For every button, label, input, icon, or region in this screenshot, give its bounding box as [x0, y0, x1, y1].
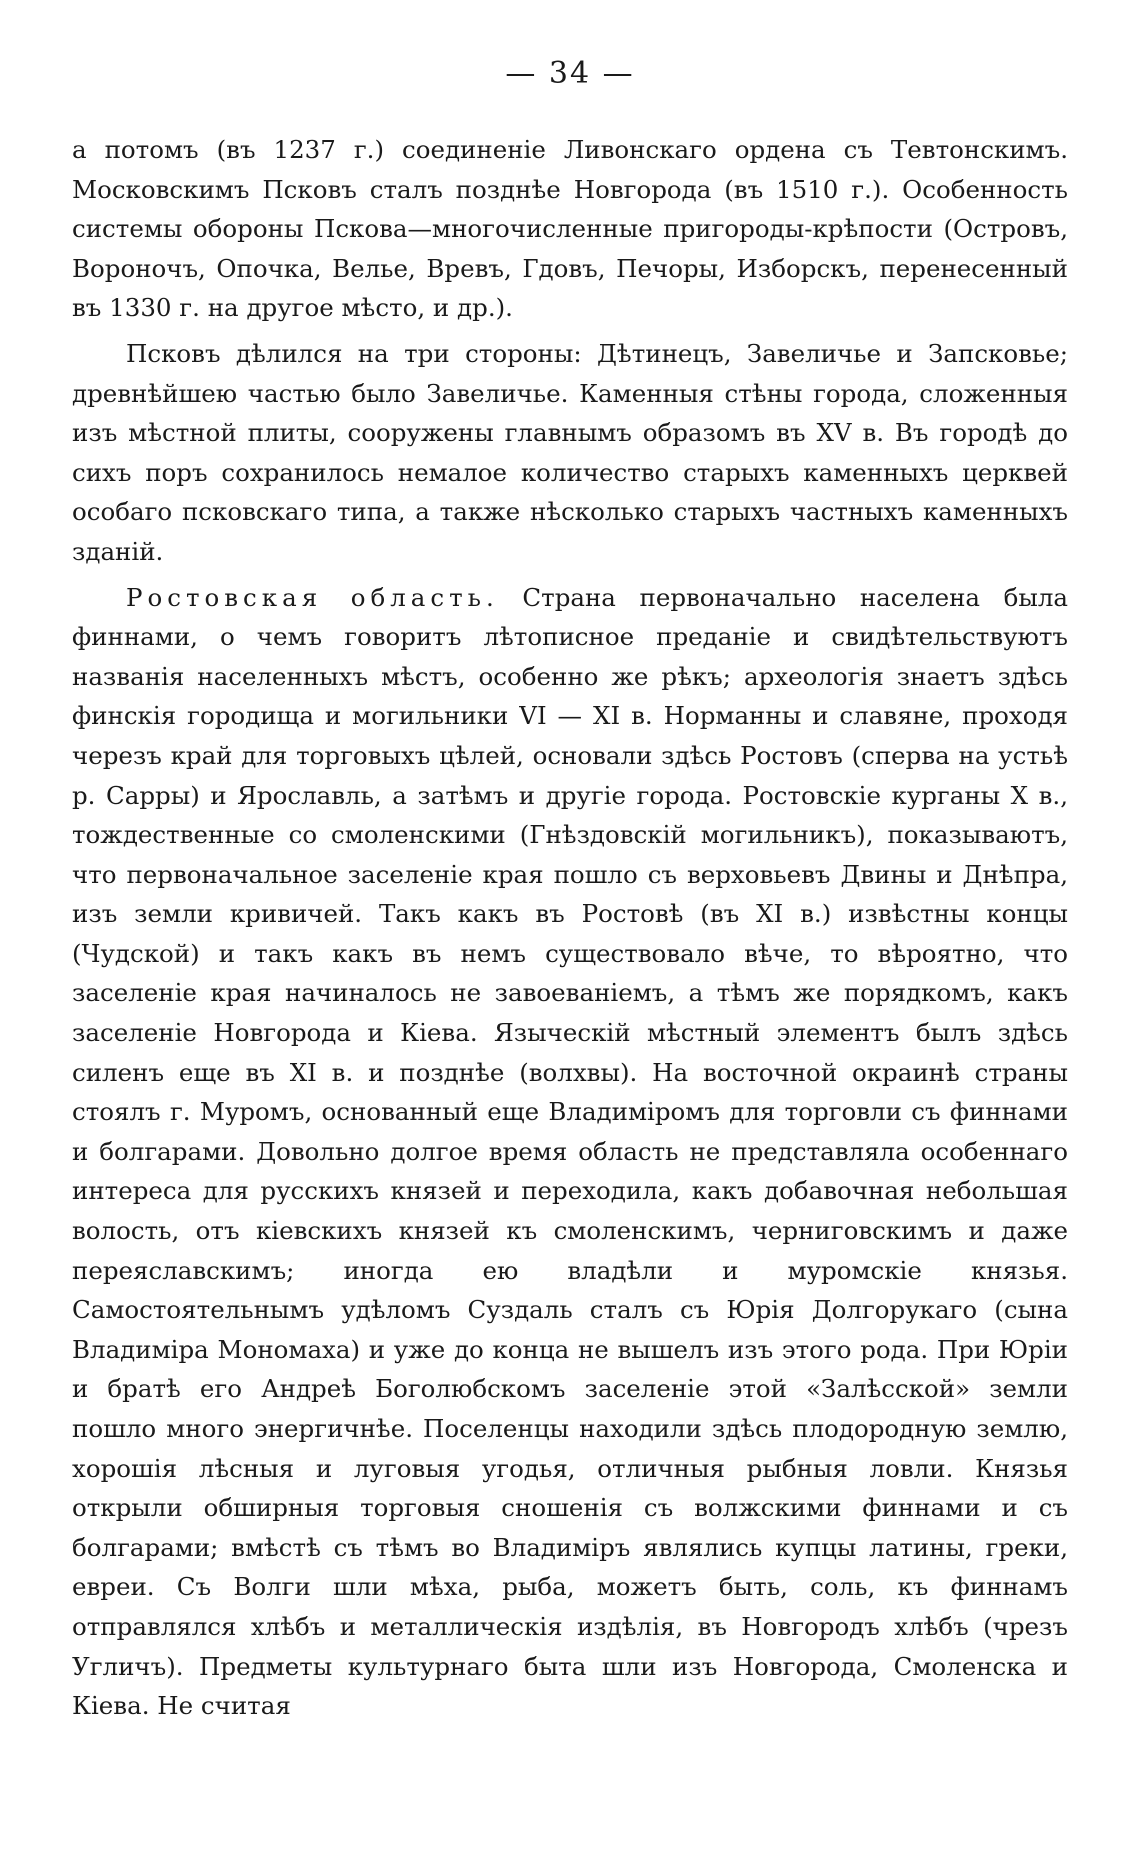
page-number: — 34 — [505, 56, 635, 91]
section-heading: Ростовская область. [126, 582, 499, 612]
paragraph-3 [72, 578, 1068, 1726]
paragraph-1: а потомъ (въ 1237 г.) соединенiе Ливонскаго ордена съ Тевтонскимъ. Московскимъ Псковъ сталъ позднѣе Новгорода (въ 1510 г.). Особенность системы обороны Пскова—многочисленные пригороды-крѣпости (Островъ, Вороночъ, Опочка, Велье, Вревъ, Гдовъ, Печоры, Изборскъ, перенесенный въ 1330 г. на другое мѣсто, и др.). [72, 135, 1068, 323]
paragraph-3-body: Страна первоначально населена была финнами, о чемъ говоритъ лѣтописное преданiе и свидѣтельствуютъ названiя населенныхъ мѣстъ, особенно же рѣкъ; археологiя знаетъ здѣсь финскiя городища и могильники VI — XI в. Норманны и славяне, проходя черезъ край для торговыхъ цѣлей, основали здѣсь Ростовъ (сперва на устьѣ р. Сарры) и Ярославль, а затѣмъ и другiе города. Ростовскiе курганы X в., тождественные со смоленскими (Гнѣздовскiй могильникъ), показываютъ, что первоначальное заселенiе края пошло съ верховьевъ Двины и Днѣпра, изъ земли кривичей. Такъ какъ въ Ростовѣ (въ XI в.) извѣстны концы (Чудской) и такъ какъ въ немъ существовало вѣче, то вѣроятно, что заселенiе края начиналось не завоеванiемъ, а тѣмъ же порядкомъ, какъ заселенiе Новгорода и Кiева. Языческiй мѣстный элементъ былъ здѣсь силенъ еще въ XI в. и позднѣе (волхвы). На восточной окраинѣ страны стоялъ г. Муромъ, основанный еще Владимiромъ для торговли съ финнами и болгарами. Довольно долгое время область не представляла особеннаго интереса для русскихъ князей и переходила, какъ добавочная небольшая волость, отъ кiевскихъ князей къ смоленскимъ, черниговскимъ и даже переяславскимъ; иногда ею владѣли и муромскiе князья. Самостоятельнымъ удѣломъ Суздаль сталъ съ Юрiя Долгорукаго (сына Владимiра Мономаха) и уже до конца не вышелъ изъ этого рода. При Юрiи и братѣ его Андреѣ Боголюбскомъ заселенiе этой «Залѣсской» земли пошло много энергичнѣе. Поселенцы находили здѣсь плодородную землю, хорошiя лѣсныя и луговыя угодья, отличныя рыбныя ловли. Князья открыли обширныя торговыя сношенiя съ волжскими финнами и съ болгарами; вмѣстѣ съ тѣмъ во Владимiръ являлись купцы латины, греки, евреи. Съ Волги шли мѣха, рыба, можетъ быть, соль, къ финнамъ отправлялся хлѣбъ и металлическiя издѣлiя, въ Новгородъ хлѣбъ (чрезъ Угличъ). Предметы культурнаго быта шли изъ Новгорода, Смоленска и Кiева. Не считая [72, 582, 1068, 1721]
document-page [72, 52, 1068, 1842]
paragraph-2: Псковъ дѣлился на три стороны: Дѣтинецъ, Завеличье и Запсковье; древнѣйшею частью было Завеличье. Каменныя стѣны города, сложенныя изъ мѣстной плиты, сооружены главнымъ образомъ въ XV в. Въ городѣ до сихъ поръ сохранилось немалое количество старыхъ каменныхъ церквей особаго псковскаго типа, а также нѣсколько старыхъ частныхъ каменныхъ зданiй. [72, 338, 1068, 566]
